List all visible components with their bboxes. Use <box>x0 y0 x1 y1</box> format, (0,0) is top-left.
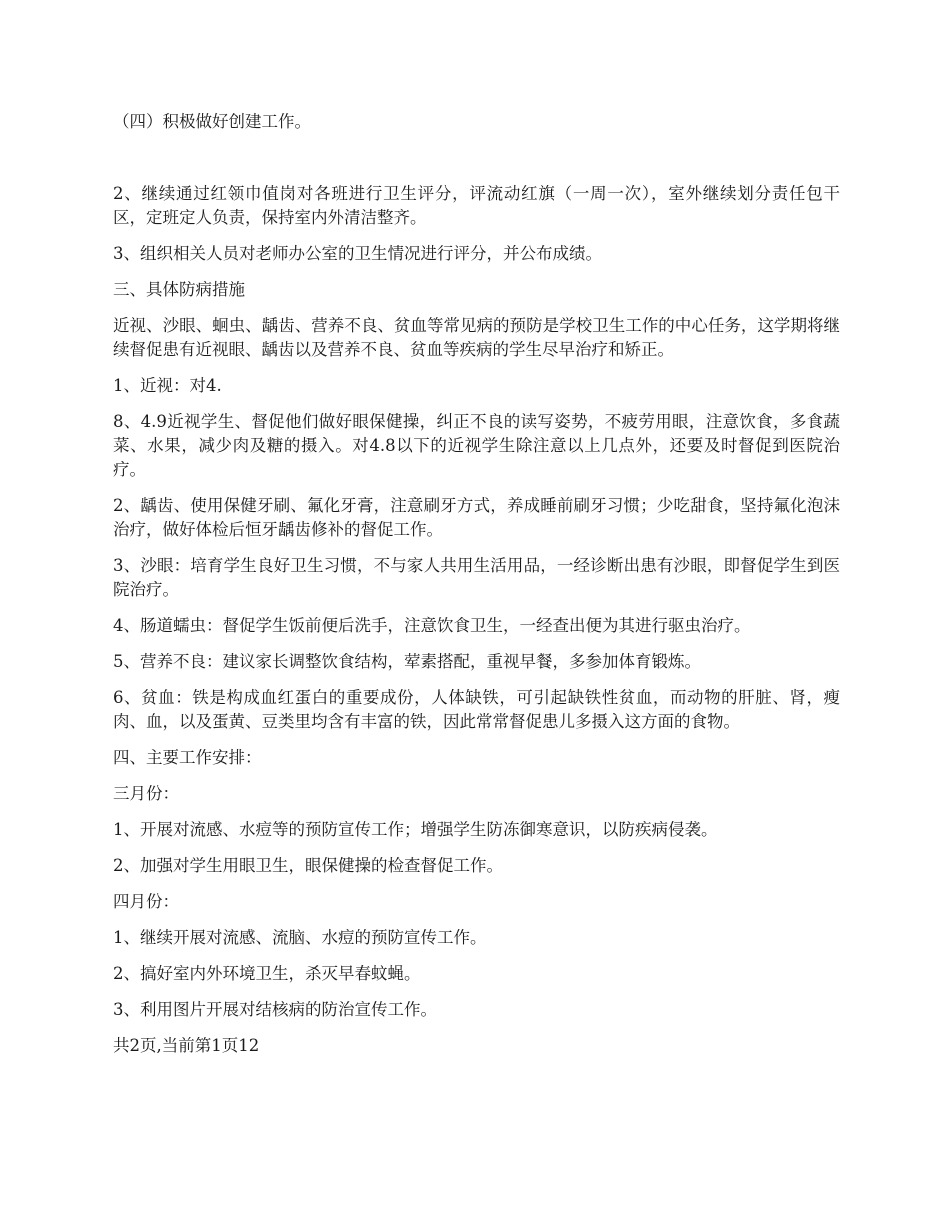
paragraph-trachoma: 3、沙眼：培育学生良好卫生习惯，不与家人共用生活用品，一经诊断出患有沙眼，即督促学生到医院治疗。 <box>113 556 840 599</box>
paragraph-march-item-2: 2、加强对学生用眼卫生，眼保健操的检查督促工作。 <box>113 856 503 875</box>
section-heading-disease-prevention: 三、具体防病措施 <box>113 280 245 299</box>
paragraph-common-diseases: 近视、沙眼、蛔虫、龋齿、营养不良、贫血等常见病的预防是学校卫生工作的中心任务，这学期将继续督促患有近视眼、龋齿以及营养不良、贫血等疾病的学生尽早治疗和矫正。 <box>113 316 840 359</box>
paragraph-malnutrition: 5、营养不良：建议家长调整饮食结构，荤素搭配，重视早餐，多参加体育锻炼。 <box>113 652 701 671</box>
month-heading-march: 三月份： <box>113 784 179 803</box>
paragraph-myopia-intro: 1、近视：对4. <box>113 376 222 395</box>
paragraph-april-item-2: 2、搞好室内外环境卫生，杀灭早春蚊蝇。 <box>113 964 421 983</box>
paragraph-myopia-detail: 8、4.9近视学生、督促他们做好眼保健操，纠正不良的读写姿势，不疲劳用眼，注意饮食，多食蔬菜、水果，减少肉及糖的摄入。对4.8以下的近视学生除注意以上几点外，还要及时督促到医院治疗。 <box>113 412 840 479</box>
paragraph-march-item-1: 1、开展对流感、水痘等的预防宣传工作；增强学生防冻御寒意识，以防疾病侵袭。 <box>113 820 718 839</box>
paragraph-april-item-1: 1、继续开展对流感、流脑、水痘的预防宣传工作。 <box>113 928 487 947</box>
paragraph-dental-caries: 2、龋齿、使用保健牙刷、氟化牙膏，注意刷牙方式，养成睡前刷牙习惯；少吃甜食，坚持氟化泡沫治疗，做好体检后恒牙龋齿修补的督促工作。 <box>113 496 840 539</box>
paragraph-anemia: 6、贫血：铁是构成血红蛋白的重要成份，人体缺铁，可引起缺铁性贫血，而动物的肝脏、肾，瘦肉、血，以及蛋黄、豆类里均含有丰富的铁，因此常常督促患儿多摄入这方面的食物。 <box>113 688 840 731</box>
month-heading-april: 四月份： <box>113 892 179 911</box>
section-heading-4: （四）积极做好创建工作。 <box>113 112 311 131</box>
paragraph-intestinal-worms: 4、肠道蠕虫：督促学生饭前便后洗手，注意饮食卫生，一经查出便为其进行驱虫治疗。 <box>113 616 751 635</box>
paragraph-office-inspection: 3、组织相关人员对老师办公室的卫生情况进行评分，并公布成绩。 <box>113 244 602 263</box>
page-indicator: 共2页,当前第1页12 <box>113 1036 260 1055</box>
section-heading-work-schedule: 四、主要工作安排： <box>113 748 262 767</box>
paragraph-april-item-3: 3、利用图片开展对结核病的防治宣传工作。 <box>113 1000 437 1019</box>
paragraph-red-scarf-inspection: 2、继续通过红领巾值岗对各班进行卫生评分，评流动红旗（一周一次），室外继续划分责任包干区，定班定人负责，保持室内外清洁整齐。 <box>113 184 840 227</box>
